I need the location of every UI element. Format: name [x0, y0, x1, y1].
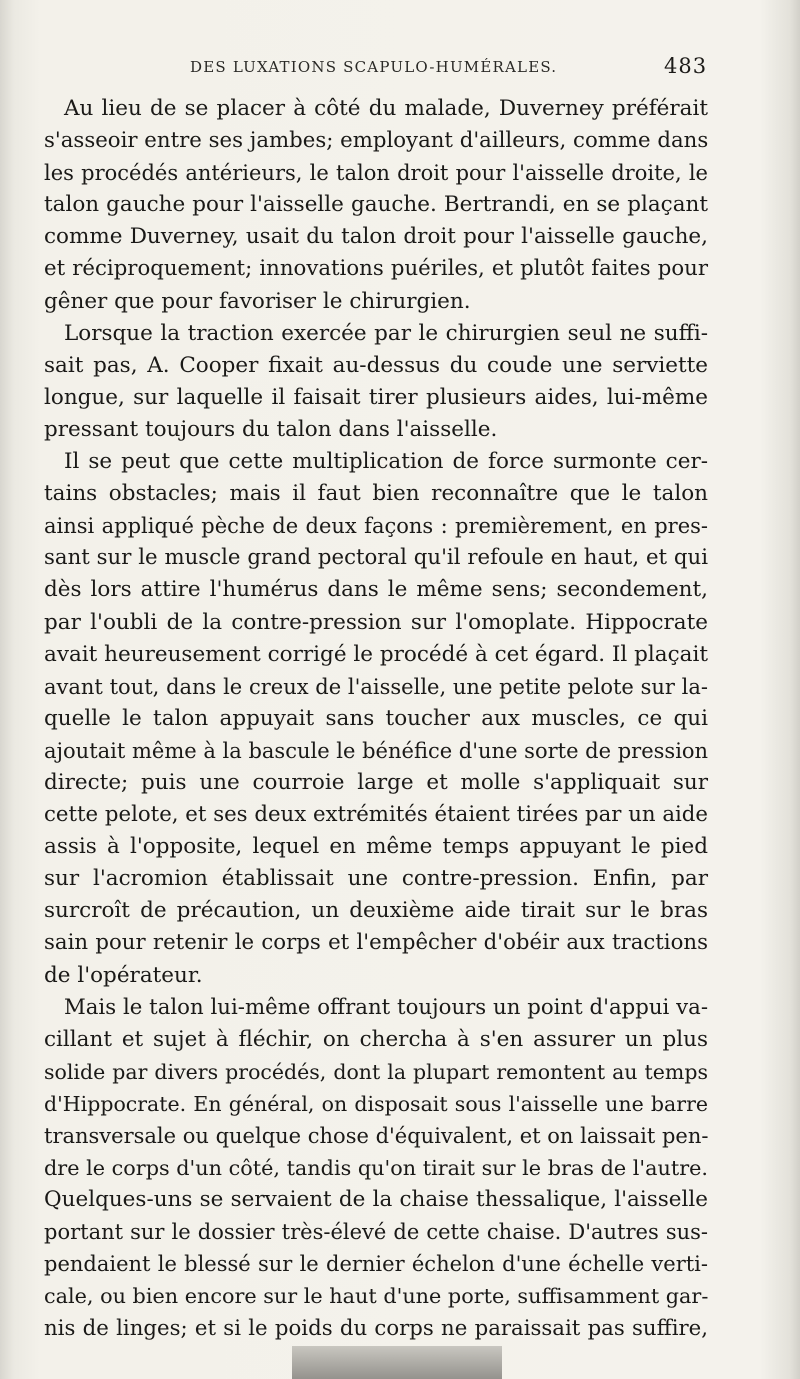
text-line: Quelques-uns se servaient de la chaise thessalique, l'aisselle	[44, 1187, 708, 1213]
page-number: 483	[664, 54, 708, 78]
body-text	[44, 93, 708, 1345]
text-line: portant sur le dossier très-élevé de cette chaise. D'autres sus-	[44, 1220, 708, 1245]
text-line: Lorsque la traction exercée par le chirurgien seul ne suffi-	[64, 320, 708, 346]
text-line: cette pelote, et ses deux extrémités étaient tirées par un aide	[44, 802, 708, 828]
text-line: les procédés antérieurs, le talon droit pour l'aisselle droite, le	[44, 161, 708, 186]
text-line: solide par divers procédés, dont la plupart remontent au temps	[44, 1059, 708, 1084]
text-line: talon gauche pour l'aisselle gauche. Bertrandi, en se plaçant	[44, 192, 708, 218]
text-line: cale, ou bien encore sur le haut d'une porte, suffisamment gar-	[44, 1284, 709, 1309]
text-line: dre le corps d'un côté, tandis qu'on tirait sur le bras de l'autre.	[44, 1156, 708, 1181]
text-line: s'asseoir entre ses jambes; employant d'ailleurs, comme dans	[44, 128, 709, 154]
text-line: et réciproquement; innovations puériles, et plutôt faites pour	[44, 256, 708, 282]
text-line: Au lieu de se placer à côté du malade, Duverney préférait	[64, 96, 708, 121]
text-line: cillant et sujet à fléchir, on chercha à s'en assurer un plus	[44, 1026, 708, 1052]
text-line: pendaient le blessé sur le dernier échelon d'une échelle verti-	[44, 1252, 708, 1277]
text-line: sant sur le muscle grand pectoral qu'il refoule en haut, et qui	[44, 545, 708, 571]
text-line: d'Hippocrate. En général, on disposait sous l'aisselle une barre	[44, 1091, 708, 1116]
paragraph-4	[44, 992, 708, 1345]
text-line: nis de linges; et si le poids du corps ne paraissait pas suffire,	[44, 1315, 708, 1341]
print-smudge	[292, 1346, 502, 1379]
text-line: gêner que pour favoriser le chirurgien.	[44, 288, 471, 314]
text-line: pressant toujours du talon dans l'aisselle.	[44, 416, 498, 442]
paragraph-1	[44, 93, 708, 318]
running-head: DES LUXATIONS SCAPULO-HUMÉRALES.	[190, 58, 558, 76]
text-line: de l'opérateur.	[44, 962, 203, 988]
text-line: par l'oubli de la contre-pression sur l'omoplate. Hippocrate	[44, 609, 708, 635]
text-line: Mais le talon lui-même offrant toujours un point d'appui va-	[64, 994, 708, 1020]
text-line: dès lors attire l'humérus dans le même sens; secondement,	[44, 577, 708, 603]
text-line: ainsi appliqué pèche de deux façons : premièrement, en pres-	[44, 514, 708, 539]
text-line: tains obstacles; mais il faut bien reconnaître que le talon	[44, 481, 708, 507]
text-line: sain pour retenir le corps et l'empêcher d'obéir aux tractions	[44, 930, 708, 956]
text-line: ajoutait même à la bascule le bénéfice d'une sorte de pression	[44, 738, 709, 763]
paragraph-3	[44, 446, 708, 992]
text-line: avait heureusement corrigé le procédé à cet égard. Il plaçait	[44, 641, 708, 667]
text-line: quelle le talon appuyait sans toucher aux muscles, ce qui	[44, 705, 708, 731]
paragraph-2	[44, 318, 708, 446]
text-line: sur l'acromion établissait une contre-pression. Enfin, par	[44, 866, 708, 892]
text-line: transversale ou quelque chose d'équivalent, et on laissait pen-	[44, 1124, 709, 1148]
text-line: surcroît de précaution, un deuxième aide tirait sur le bras	[44, 898, 708, 924]
text-line: Il se peut que cette multiplication de force surmonte cer-	[64, 449, 708, 475]
text-line: assis à l'opposite, lequel en même temps appuyant le pied	[44, 834, 708, 860]
page-header	[0, 54, 800, 88]
text-line: avant tout, dans le creux de l'aisselle, une petite pelote sur la-	[44, 674, 708, 699]
text-line: comme Duverney, usait du talon droit pour l'aisselle gauche,	[44, 224, 708, 250]
text-line: longue, sur laquelle il faisait tirer plusieurs aides, lui-même	[44, 384, 708, 410]
text-line: directe; puis une courroie large et molle s'appliquait sur	[44, 769, 708, 795]
text-line: sait pas, A. Cooper fixait au-dessus du coude une serviette	[44, 352, 708, 378]
